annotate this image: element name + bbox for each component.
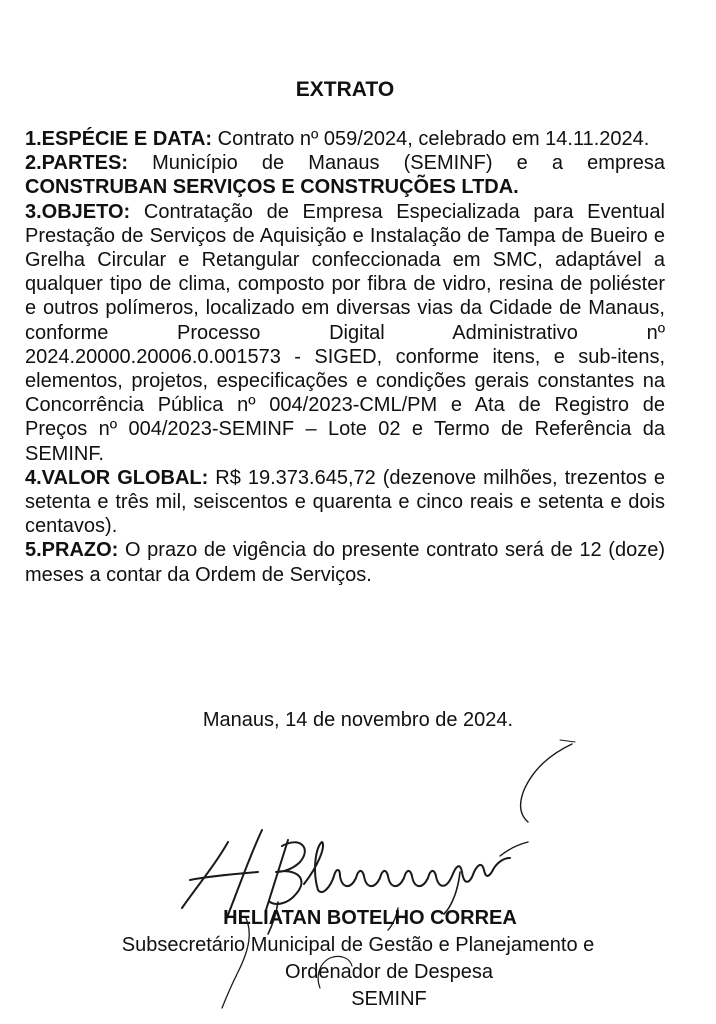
- company-name: CONSTRUBAN SERVIÇOS E CONSTRUÇÕES LTDA.: [25, 176, 519, 199]
- place-and-date: Manaus, 14 de novembro de 2024.: [202, 709, 514, 731]
- document-body: [25, 127, 665, 587]
- section-label: 2.PARTES:: [25, 152, 128, 175]
- section-prazo: [25, 538, 665, 586]
- section-label: 4.VALOR GLOBAL:: [25, 466, 209, 489]
- signatory-role-continued: Ordenador de Despesa: [285, 961, 493, 983]
- section-text: Município de Manaus (SEMINF) e a empresa: [127, 152, 665, 175]
- section-label: 3.OBJETO:: [25, 200, 131, 223]
- signatory-organization: SEMINF: [351, 988, 427, 1010]
- section-label: 5.PRAZO:: [25, 539, 119, 562]
- section-partes: [25, 151, 665, 199]
- section-objeto: [25, 200, 665, 466]
- section-text: R$ 19.373.645,72 (dezenove milhões, trezentos e setenta e três mil, seiscentos e quarenta e cinco reais e setenta e dois centavos).: [25, 466, 665, 538]
- signature-block: [0, 905, 716, 1013]
- section-text: Contratação de Empresa Especializada para Eventual Prestação de Serviços de Aquisição e Instalação de Tampa de Bueiro e Grelha Circular e Retangular confeccionada em SMC, adaptável a qualquer tipo de clima, composto por fibra de vidro, resina de poliéster e outros polímeros, localizado em diversas vias da Cidade de Manaus, conforme Processo Digital Administrativo nº 2024.20000.20006.0.001573 - SIGED, conforme itens, e sub-itens, elementos, projetos, especificações e condições gerais constantes na Concorrência Pública nº 004/2023-CML/PM e Ata de Registro de Preços nº 004/2023-SEMINF – Lote 02 e Termo de Referência da SEMINF.: [25, 200, 665, 465]
- section-text: O prazo de vigência do presente contrato será de 12 (doze) meses a contar da Ordem de Serviços.: [25, 539, 665, 586]
- section-especie-data: [25, 127, 665, 151]
- signatory-role: Subsecretário Municipal de Gestão e Planejamento e: [121, 934, 595, 956]
- section-valor-global: [25, 466, 665, 539]
- section-label: 1.ESPÉCIE E DATA:: [25, 128, 213, 150]
- signatory-name: HELIATAN BOTELHO CORREA: [223, 907, 517, 929]
- section-text: Contrato nº 059/2024, celebrado em 14.11.2024.: [212, 128, 650, 150]
- document-title: EXTRATO: [295, 78, 395, 101]
